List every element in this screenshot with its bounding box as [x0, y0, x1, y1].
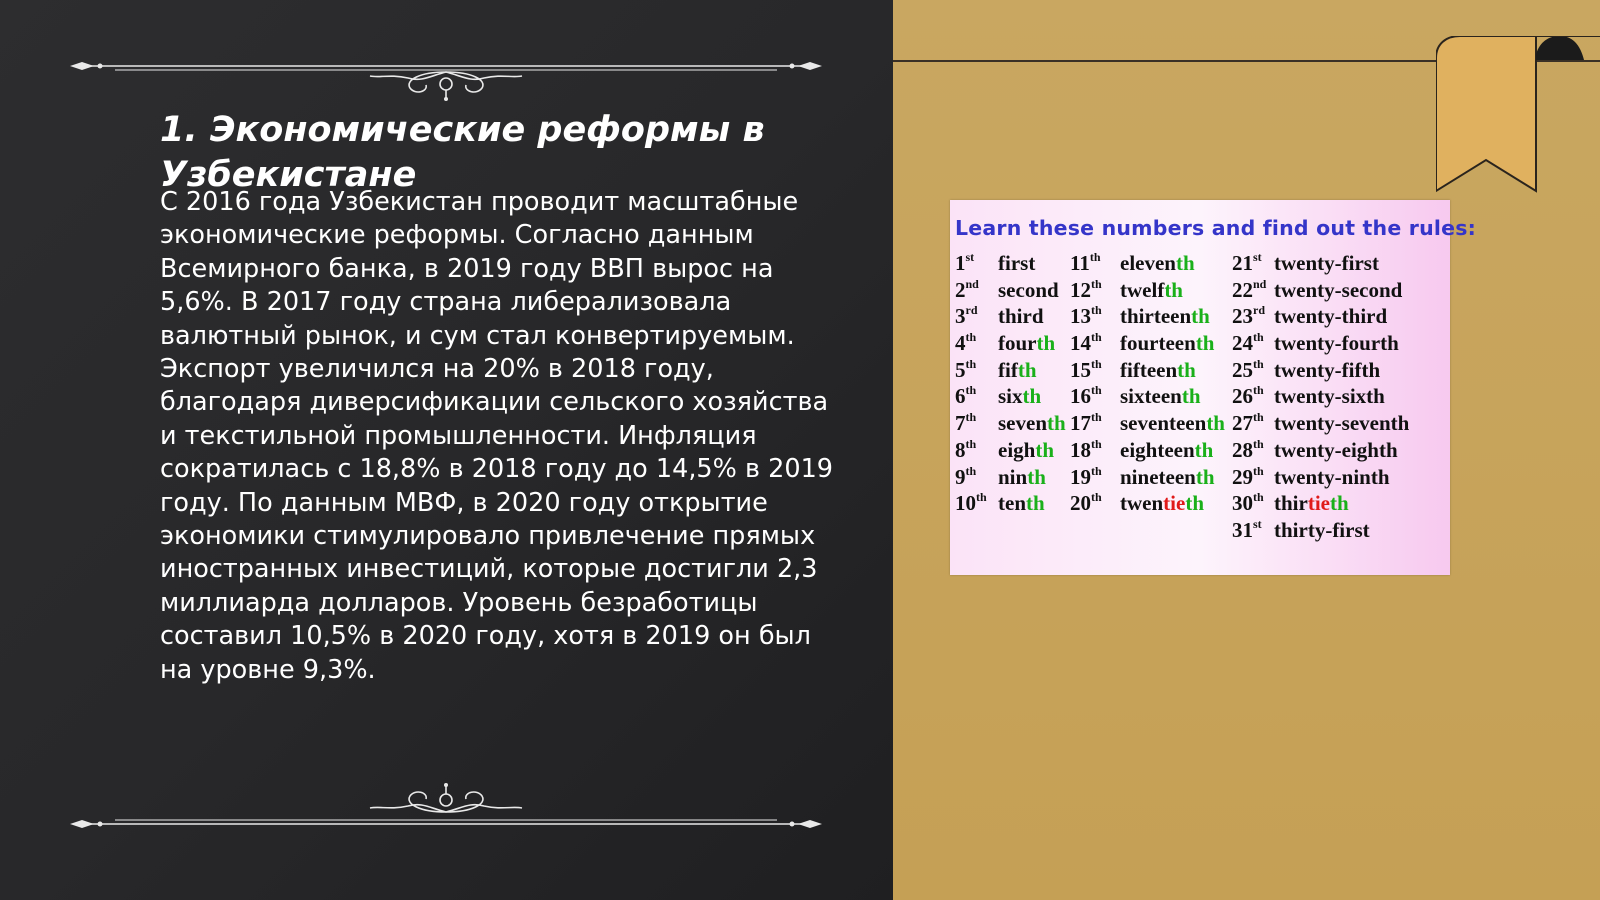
ordinal-word-stem: four: [998, 331, 1037, 356]
ordinal-digits: 3: [955, 304, 966, 329]
ordinal-suffix-superscript: th: [965, 436, 977, 451]
ordinal-row: [955, 250, 1036, 277]
ordinal-suffix-superscript: th: [1253, 330, 1264, 345]
ordinal-row: [1070, 436, 1214, 464]
ordinal-word: [998, 330, 1055, 357]
ordinal-word: [1120, 277, 1183, 304]
ordinal-digits: 29: [1232, 464, 1253, 489]
ordinal-digits: 22: [1232, 277, 1253, 302]
ordinal-digits: 1: [955, 251, 966, 275]
ordinal-number: [1070, 303, 1102, 330]
ordinal-number: [955, 410, 976, 437]
bookmark-ribbon-icon: [1436, 36, 1600, 202]
ordinal-row: [1232, 303, 1388, 330]
ordinal-word-stem: fif: [998, 357, 1018, 382]
ordinal-word: twenty-third: [1274, 304, 1388, 329]
ordinal-number: [1232, 357, 1264, 384]
ordinal-row: [955, 410, 1066, 437]
ordinal-word: twenty-eighth: [1274, 437, 1398, 462]
ordinal-row: [1232, 383, 1385, 410]
ordinal-suffix-superscript: th: [965, 356, 977, 371]
ordinal-digits: 5: [955, 357, 966, 382]
ordinal-word-th-ending: th: [1329, 491, 1349, 516]
ordinal-word: [1120, 250, 1195, 277]
ordinal-suffix-superscript: th: [1091, 356, 1102, 371]
ordinal-number: [1232, 277, 1266, 304]
ordinal-suffix-superscript: th: [1253, 410, 1264, 425]
ordinal-row: [1070, 356, 1196, 384]
ordinal-digits: 21: [1232, 251, 1253, 275]
ordinal-word: [1120, 330, 1215, 357]
ordinal-number: [1232, 517, 1262, 544]
ordinal-number: [1070, 383, 1102, 410]
ordinal-digits: 30: [1232, 491, 1253, 516]
ordinal-digits: 6: [955, 384, 966, 409]
ordinal-digits: 14: [1070, 331, 1091, 356]
ordinal-number: [955, 277, 979, 304]
ordinal-number: [1070, 464, 1102, 491]
ordinal-word-th-ending: th: [1181, 384, 1201, 409]
ordinal-suffix-superscript: th: [1091, 330, 1102, 345]
ordinal-word: [998, 357, 1037, 384]
ordinal-word: [1120, 303, 1210, 330]
ordinal-row: [1070, 303, 1210, 330]
ordinal-number: [1232, 464, 1264, 491]
ordinal-number: [955, 437, 976, 464]
ordinal-row: [955, 490, 1045, 517]
ordinal-word-stem: twen: [1120, 491, 1164, 516]
ordinal-number: [1070, 490, 1102, 517]
ordinal-word-th-ending: th: [1027, 464, 1046, 489]
ordinal-word-th-ending: th: [1206, 411, 1225, 436]
ordinal-word: [1120, 383, 1201, 410]
ordinal-word: first: [998, 251, 1036, 275]
ordinal-row: [1232, 516, 1370, 544]
ordinal-digits: 2: [955, 277, 966, 302]
ordinal-word-th-ending: th: [1047, 411, 1066, 436]
ordinal-word-stem: fourteen: [1120, 331, 1196, 356]
ordinal-row: [1232, 330, 1399, 357]
ordinal-digits: 24: [1232, 331, 1253, 356]
ordinal-word: [998, 410, 1066, 437]
ordinal-suffix-superscript: th: [965, 463, 977, 478]
ordinal-word-stem: fifteen: [1120, 357, 1178, 382]
ordinal-suffix-superscript: th: [965, 410, 977, 425]
ordinal-row: [1070, 490, 1205, 517]
ordinal-word-stem: sixteen: [1120, 384, 1182, 409]
ordinal-suffix-superscript: nd: [1253, 276, 1267, 291]
ordinal-number: [1232, 330, 1264, 357]
slide-title: 1. Экономические реформы в Узбекистане: [160, 110, 765, 195]
ordinal-column-3: [1232, 250, 1410, 544]
ordinal-row: [1070, 383, 1201, 410]
ordinal-word-th-ending: th: [1195, 464, 1215, 489]
ordinal-word: twenty-fifth: [1274, 357, 1381, 382]
ordinal-row: [955, 356, 1037, 384]
ordinal-word-stem: eigh: [998, 437, 1036, 462]
ordinal-suffix-superscript: th: [1091, 410, 1102, 425]
ordinal-word-th-ending: th: [1022, 384, 1042, 409]
ordinal-number: [1232, 250, 1262, 277]
ordinal-number: [1070, 330, 1102, 357]
ordinal-word: second: [998, 277, 1059, 302]
ordinal-word-stem: eleven: [1120, 251, 1176, 275]
ordinal-suffix-superscript: rd: [965, 303, 978, 318]
ordinal-suffix-superscript: th: [1091, 303, 1102, 318]
ordinal-row: [955, 303, 1044, 330]
ordinal-digits: 12: [1070, 277, 1091, 302]
ordinal-digits: 9: [955, 464, 966, 489]
ordinal-word-th-ending: th: [1036, 331, 1056, 356]
ordinal-word-stem: seven: [998, 411, 1047, 436]
ordinal-suffix-superscript: st: [1253, 250, 1262, 264]
ordinal-number: [1232, 383, 1264, 410]
ordinal-row: [955, 383, 1042, 410]
ordinal-digits: 27: [1232, 411, 1253, 436]
ordinal-suffix-superscript: st: [1253, 516, 1262, 531]
ordinal-row: [1070, 276, 1183, 304]
ordinal-number: [1232, 437, 1264, 464]
ordinal-digits: 28: [1232, 437, 1253, 462]
ordinal-word-stem: ten: [998, 491, 1026, 516]
ordinal-number: [1232, 303, 1265, 330]
ordinal-digits: 25: [1232, 357, 1253, 382]
ordinal-digits: 4: [955, 331, 966, 356]
ordinal-word: [998, 437, 1054, 464]
ordinal-digits: 16: [1070, 384, 1091, 409]
ordinal-suffix-superscript: th: [1253, 383, 1264, 398]
ordinal-digits: 20: [1070, 491, 1091, 516]
ordinal-digits: 18: [1070, 437, 1091, 462]
ordinal-digits: 23: [1232, 304, 1253, 329]
ordinal-row: [1070, 250, 1195, 277]
top-ornament-divider: [70, 42, 822, 102]
ordinal-digits: 19: [1070, 464, 1091, 489]
ordinal-word-th-ending: th: [1194, 437, 1214, 462]
ordinal-word-changed-letters: tie: [1307, 491, 1330, 516]
ordinal-word-th-ending: th: [1195, 331, 1215, 356]
ordinal-digits: 7: [955, 411, 966, 436]
ordinal-suffix-superscript: th: [965, 383, 977, 398]
ordinal-word-stem: six: [998, 384, 1023, 409]
ordinal-word: [1120, 437, 1213, 464]
ordinal-word: twenty-seventh: [1274, 411, 1410, 436]
ordinal-row: [1232, 250, 1379, 277]
ordinal-row: [1232, 276, 1403, 304]
ordinal-word: [1120, 410, 1225, 437]
ordinal-suffix-superscript: nd: [965, 276, 979, 291]
ordinal-number: [955, 330, 976, 357]
ordinal-word: thirty-first: [1274, 517, 1370, 542]
ordinal-row: [955, 330, 1056, 357]
ordinal-suffix-superscript: th: [976, 490, 987, 505]
ordinal-column-1: [955, 250, 1066, 517]
ordinal-word-th-ending: th: [1017, 357, 1037, 382]
ordinal-word-th-ending: th: [1175, 251, 1195, 275]
numbers-card-heading: Learn these numbers and find out the rules:: [955, 216, 1477, 240]
ordinal-word: [1120, 464, 1215, 491]
ordinal-word-stem: thirteen: [1120, 304, 1192, 329]
ordinal-word-changed-letters: tie: [1163, 491, 1186, 516]
ordinal-row: [1232, 463, 1390, 491]
ordinal-row: [955, 436, 1055, 464]
ordinal-number: [955, 357, 976, 384]
ordinal-word: [1274, 490, 1349, 517]
ordinal-word: twenty-second: [1274, 277, 1403, 302]
ordinal-word: [998, 383, 1041, 410]
ordinal-number: [1070, 357, 1102, 384]
ordinal-suffix-superscript: th: [1253, 490, 1264, 505]
ordinal-suffix-superscript: th: [1091, 436, 1102, 451]
ordinal-digits: 26: [1232, 384, 1253, 409]
ordinal-suffix-superscript: th: [1253, 436, 1264, 451]
ordinal-number: [1070, 437, 1102, 464]
ordinal-word: [998, 490, 1045, 517]
ordinal-word-th-ending: th: [1185, 491, 1205, 516]
ordinal-number: [955, 490, 987, 517]
ordinal-word: [1120, 490, 1204, 517]
ordinal-word: twenty-first: [1274, 251, 1379, 275]
ordinal-suffix-superscript: th: [1091, 383, 1102, 398]
ordinal-suffix-superscript: rd: [1253, 303, 1265, 318]
ordinal-word: twenty-fourth: [1274, 331, 1399, 356]
ordinal-word: twenty-sixth: [1274, 384, 1385, 409]
ordinal-word: third: [998, 304, 1044, 329]
ordinal-number: [955, 303, 978, 330]
ordinal-row: [955, 276, 1059, 304]
ordinal-numbers-card: [950, 200, 1477, 575]
ordinal-digits: 10: [955, 491, 976, 516]
ordinal-word-th-ending: th: [1177, 357, 1196, 382]
ordinal-row: [1232, 410, 1410, 437]
ordinal-row: [1070, 463, 1215, 491]
ordinal-number: [955, 250, 974, 277]
ordinal-suffix-superscript: th: [1253, 356, 1264, 371]
ordinal-digits: 8: [955, 437, 966, 462]
ordinal-number: [1070, 277, 1102, 304]
ordinal-word: [998, 464, 1046, 491]
ordinal-word: [1120, 357, 1196, 384]
ordinal-number: [955, 464, 976, 491]
ordinal-word-th-ending: th: [1035, 437, 1055, 462]
ordinal-word-stem: nin: [998, 464, 1028, 489]
ordinal-number: [1232, 410, 1264, 437]
ordinal-word-stem: nineteen: [1120, 464, 1196, 489]
ordinal-number: [955, 383, 976, 410]
ordinal-digits: 17: [1070, 411, 1091, 436]
ordinal-row: [1070, 330, 1215, 357]
ordinal-row: [1232, 356, 1381, 384]
ordinal-word-stem: eighteen: [1120, 437, 1195, 462]
ordinal-number: [1070, 250, 1101, 277]
ordinal-digits: 13: [1070, 304, 1091, 329]
ordinal-digits: 31: [1232, 517, 1253, 542]
ordinal-suffix-superscript: th: [965, 330, 977, 345]
ordinal-word-stem: thir: [1274, 491, 1308, 516]
ordinal-suffix-superscript: th: [1089, 250, 1101, 264]
ordinal-row: [1232, 436, 1398, 464]
ordinal-word-stem: twelf: [1120, 277, 1165, 302]
ordinal-suffix-superscript: th: [1091, 490, 1102, 505]
ordinal-suffix-superscript: th: [1091, 463, 1102, 478]
ordinal-word-stem: seventeen: [1120, 411, 1207, 436]
ordinal-suffix-superscript: th: [1091, 276, 1102, 291]
ordinal-row: [1070, 410, 1225, 437]
ordinal-suffix-superscript: th: [1253, 463, 1264, 478]
ordinal-word-th-ending: th: [1191, 304, 1210, 329]
ordinal-digits: 11: [1070, 251, 1090, 275]
slide-body-text: С 2016 года Узбекистан проводит масштабные экономические реформы. Согласно данным Всемирного банка, в 2019 году ВВП вырос на 5,6%. В 2017 году страна либерализовала валютный рынок, и сум стал конвертируемым. Экспорт увеличился на 20% в 2018 году, благодаря диверсификации сельского хозяйства и текстильной промышленности. Инфляция сократилась с 18,8% в 2018 году до 14,5% в 2019 году. По данным МВФ, в 2020 году открытие экономики стимулировало привлечение прямых иностранных инвестиций, которые достигли 2,3 миллиарда долларов. Уровень безработицы составил 10,5% в 2020 году, хотя в 2019 он был на уровне 9,3%.: [160, 187, 834, 685]
ordinal-number: [1232, 490, 1264, 517]
ordinal-column-2: [1070, 250, 1225, 517]
ordinal-word-th-ending: th: [1164, 277, 1183, 302]
ordinal-number: [1070, 410, 1102, 437]
ordinal-digits: 15: [1070, 357, 1091, 382]
ordinal-suffix-superscript: st: [965, 250, 975, 264]
ordinal-row: [955, 463, 1046, 491]
ordinal-word-th-ending: th: [1026, 491, 1045, 516]
ordinal-word: twenty-ninth: [1274, 464, 1390, 489]
bottom-ornament-divider: [70, 772, 822, 832]
ordinal-row: [1232, 490, 1349, 517]
